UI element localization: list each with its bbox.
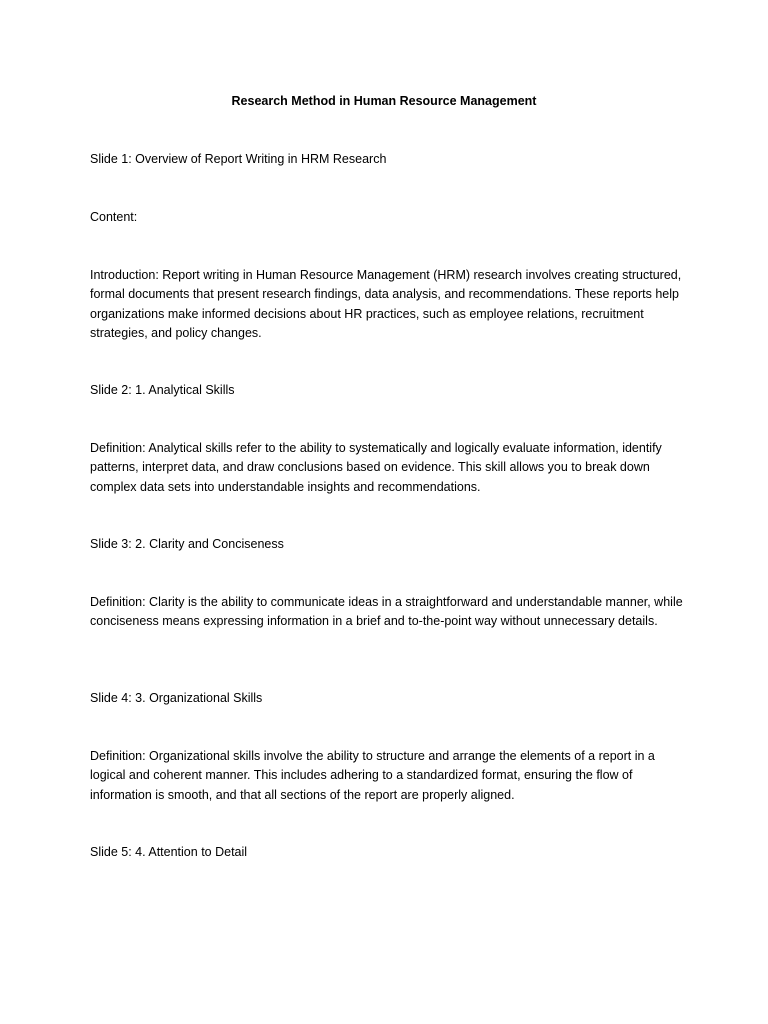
clarity-definition: Definition: Clarity is the ability to communicate ideas in a straightforward and understandable manner, while conciseness means expressing information in a brief and to-the-point way without unnecessary details. xyxy=(90,595,683,629)
slide-2-heading: Slide 2: 1. Analytical Skills xyxy=(90,383,235,397)
slide-1-heading: Slide 1: Overview of Report Writing in HRM Research xyxy=(90,152,387,166)
organizational-skills-definition: Definition: Organizational skills involve the ability to structure and arrange the elements of a report in a logical and coherent manner. This includes adhering to a standardized format, ensuring the flow of information is smooth, and that all sections of the report are properly aligned. xyxy=(90,749,655,802)
introduction-paragraph: Introduction: Report writing in Human Resource Management (HRM) research involves creating structured, formal documents that present research findings, data analysis, and recommendations. These reports help organizations make informed decisions about HR practices, such as employee relations, recruitment strategies, and policy changes. xyxy=(90,268,682,340)
slide-4-heading: Slide 4: 3. Organizational Skills xyxy=(90,691,263,705)
slide-3-heading: Slide 3: 2. Clarity and Conciseness xyxy=(90,537,284,551)
slide-5-heading: Slide 5: 4. Attention to Detail xyxy=(90,845,248,859)
document-title: Research Method in Human Resource Management xyxy=(231,94,537,108)
analytical-skills-definition: Definition: Analytical skills refer to the ability to systematically and logically evaluate information, identify patterns, interpret data, and draw conclusions based on evidence. This skill allows you to break down complex data sets into understandable insights and recommendations. xyxy=(90,441,662,494)
content-label: Content: xyxy=(90,210,138,224)
